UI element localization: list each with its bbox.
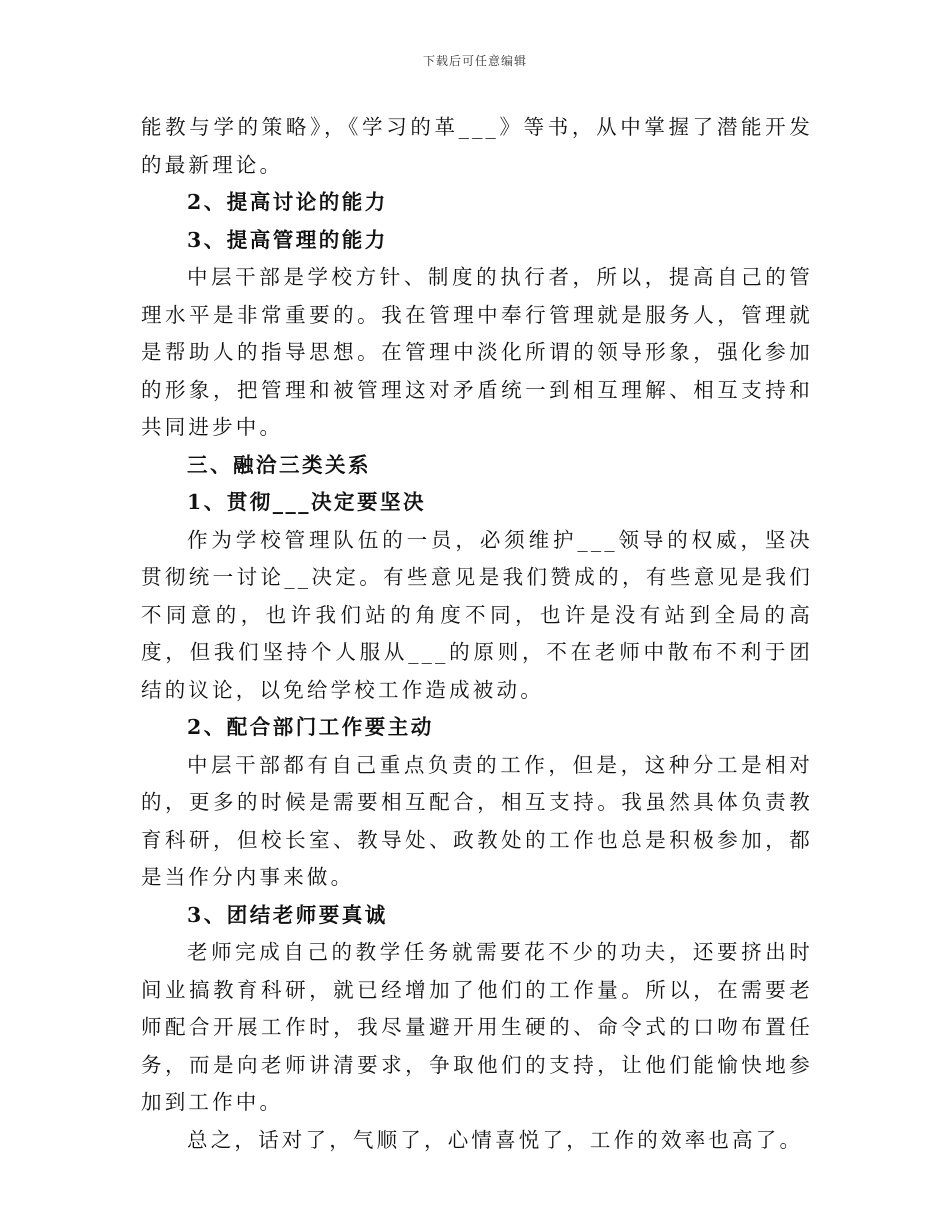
section-heading: 2、配合部门工作要主动 <box>187 715 434 739</box>
paragraph: 总之，话对了，气顺了，心情喜悦了，工作的效率也高了。 <box>187 1127 804 1152</box>
page-header: 下载后可任意编辑 <box>422 54 527 68</box>
paragraph: 作为学校管理队伍的一员，必须维护___领导的权威，坚决贯彻统一讨论__决定。有些意见是我们赞成的，有些意见是我们不同意的，也许我们站的角度不同，也许是没有站到全局的高度，但我们坚持个人服从___的原则，不在老师中散布不利于团结的议论，以免给学校工作造成被动。 <box>141 527 813 702</box>
paragraph: 老师完成自己的教学任务就需要花不少的功夫，还要挤出时间业搞教育科研，就已经增加了他们的工作量。所以，在需要老师配合开展工作时，我尽量避开用生硬的、命令式的口吻布置任务，而是向老师讲清要求，争取他们的支持，让他们能愉快地参加到工作中。 <box>141 940 813 1114</box>
section-heading: 1、贯彻___决定要坚决 <box>187 490 427 514</box>
paragraph: 能教与学的策略》，《学习的革___》等书，从中掌握了潜能开发的最新理论。 <box>141 115 813 177</box>
section-heading: 三、融洽三类关系 <box>187 452 371 477</box>
paragraph: 中层干部都有自己重点负责的工作，但是，这种分工是相对的，更多的时候是需要相互配合，相互支持。我虽然具体负责教育科研，但校长室、教导处、政教处的工作也总是积极参加，都是当作分内事来做。 <box>141 752 813 889</box>
section-heading: 2、提高讨论的能力 <box>187 190 388 214</box>
section-heading: 3、团结老师要真诚 <box>187 902 388 927</box>
document-body <box>141 109 813 1159</box>
paragraph: 中层干部是学校方针、制度的执行者，所以，提高自己的管理水平是非常重要的。我在管理中奉行管理就是服务人，管理就是帮助人的指导思想。在管理中淡化所谓的领导形象，强化参加的形象，把管理和被管理这对矛盾统一到相互理解、相互支持和共同进步中。 <box>141 265 813 439</box>
section-heading: 3、提高管理的能力 <box>187 227 388 252</box>
